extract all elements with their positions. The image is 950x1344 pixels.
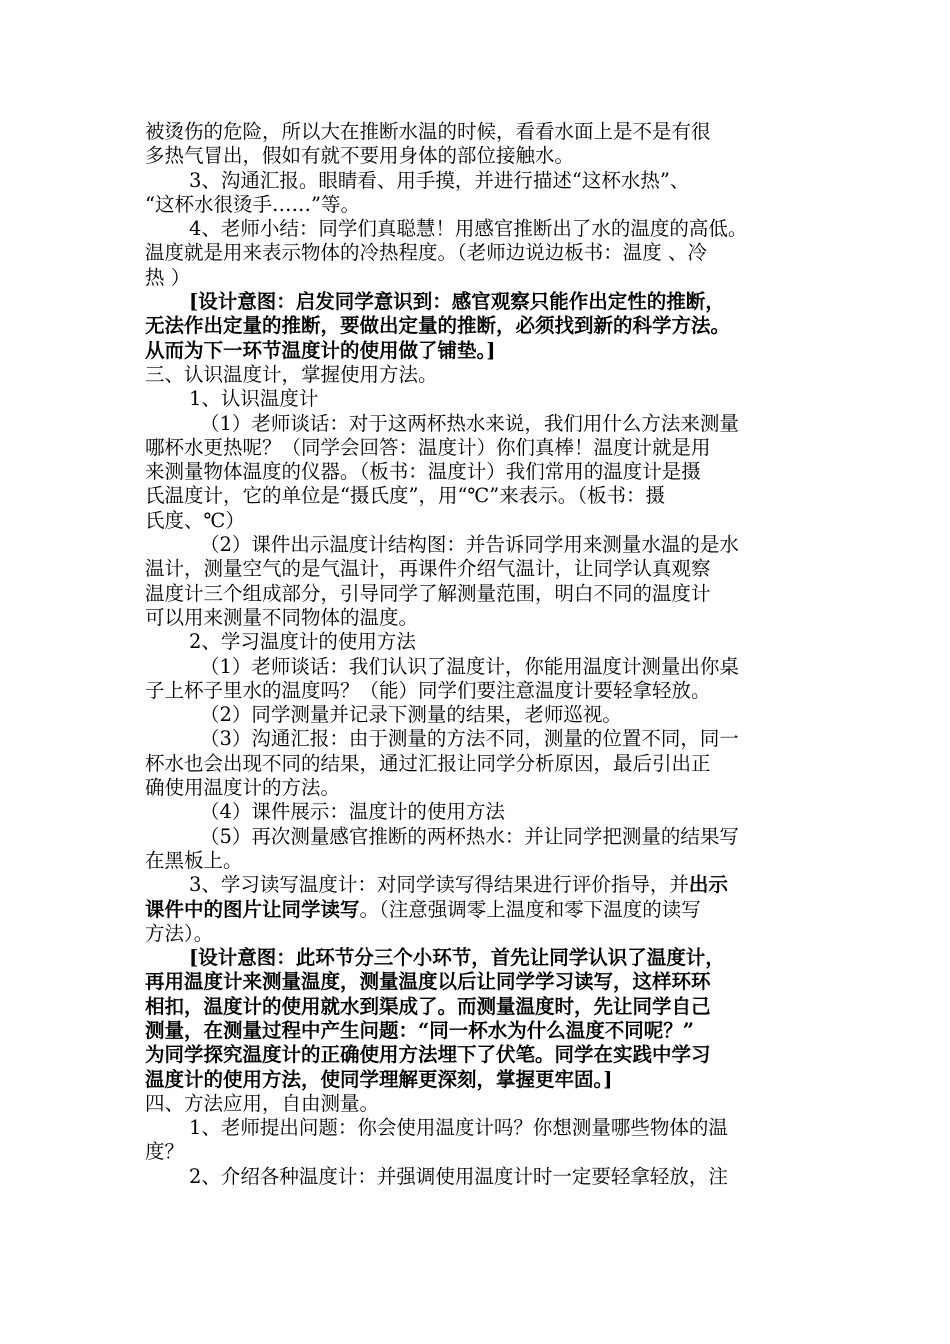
line-text: （1）老师谈话：对于这两杯热水来说，我们用什么方法来测量 (200, 411, 739, 435)
text-line (145, 800, 820, 824)
text-line (145, 995, 820, 1019)
text-line (145, 193, 820, 217)
text-line (145, 1092, 820, 1116)
line-text: 温计，测量空气的是气温计，再课件介绍气温计，让同学认真观察 (145, 557, 711, 581)
text-line (145, 970, 820, 994)
text-line (145, 339, 820, 363)
line-text: （5）再次测量感官推断的两杯热水：并让同学把测量的结果写 (200, 824, 739, 848)
text-line (145, 460, 820, 484)
text-line (145, 412, 820, 436)
line-text: 3、学习读写温度计：对同学读写得结果进行评价指导，并 (189, 873, 689, 897)
line-text: “这杯水很烫手……”等。 (145, 192, 360, 216)
text-line (145, 217, 820, 241)
line-text: 度？ (145, 1140, 185, 1164)
text-line (145, 946, 820, 970)
line-text: （2）同学测量并记录下测量的结果，老师巡视。 (200, 703, 622, 727)
line-text: 。（注意强调零上温度和零下温度的读写 (359, 897, 701, 921)
line-text: 确使用温度计的方法。 (145, 776, 341, 800)
text-line (145, 922, 820, 946)
text-line (145, 509, 820, 533)
text-line (145, 363, 820, 387)
line-text: 再用温度计来测量温度，测量温度以后让同学学习读写，这样环环 (145, 970, 711, 994)
line-text: 来测量物体温度的仪器。（板书：温度计）我们常用的温度计是摄 (145, 460, 701, 484)
text-line (145, 144, 820, 168)
text-line (145, 703, 820, 727)
line-text: 杯水也会出现不同的结果，通过汇报让同学分析原因，最后引出正 (145, 751, 711, 775)
line-text: 热 ） (145, 265, 191, 289)
text-line (145, 314, 820, 338)
text-line (145, 1140, 820, 1164)
line-text: 在黑板上。 (145, 848, 243, 872)
line-text: 相扣，温度计的使用就水到渠成了。而测量温度时，先让同学自己 (145, 994, 711, 1018)
line-text: 温度计三个组成部分，引导同学了解测量范围，明白不同的温度计 (145, 581, 711, 605)
line-text: 从而为下一环节温度计的使用做了铺垫。] (145, 338, 496, 362)
line-text: （3）沟通汇报：由于测量的方法不同，测量的位置不同，同一 (200, 727, 739, 751)
line-text: 氏度、℃） (145, 508, 245, 532)
text-line (145, 655, 820, 679)
text-line (145, 169, 820, 193)
line-text: 测量，在测量过程中产生问题：“同一杯水为什么温度不同呢？” (145, 1018, 694, 1042)
line-text: 可以用来测量不同物体的温度。 (145, 605, 419, 629)
text-line (145, 898, 820, 922)
text-line (145, 1019, 820, 1043)
text-line (145, 387, 820, 411)
text-line (145, 776, 820, 800)
text-line (145, 873, 820, 897)
line-text: 温度计的使用方法，使同学理解更深刻，掌握更牢固。] (145, 1067, 613, 1091)
text-line (145, 752, 820, 776)
text-line (145, 533, 820, 557)
text-line (145, 1116, 820, 1140)
line-text: 3、沟通汇报。眼睛看、用手摸，并进行描述“这杯水热”、 (189, 168, 690, 192)
line-text: 1、老师提出问题：你会使用温度计吗？你想测量哪些物体的温 (189, 1116, 728, 1140)
line-text: 1、认识温度计 (189, 387, 319, 411)
text-line (145, 679, 820, 703)
text-line (145, 849, 820, 873)
text-line (145, 1043, 820, 1067)
text-line (145, 120, 820, 144)
text-line (145, 727, 820, 751)
line-text: 无法作出定量的推断，要做出定量的推断，必须找到新的科学方法。 (145, 314, 731, 338)
text-line (145, 606, 820, 630)
line-text: 子上杯子里水的温度吗？（能）同学们要注意温度计要轻拿轻放。 (145, 678, 711, 702)
line-text: [设计意图：启发同学意识到：感官观察只能作出定性的推断， (189, 290, 725, 314)
line-text: 被烫伤的危险，所以大在推断水温的时候，看看水面上是不是有很 (145, 120, 711, 143)
text-line (145, 436, 820, 460)
text-line (145, 557, 820, 581)
text-line (145, 241, 820, 265)
line-text: 温度就是用来表示物体的冷热程度。（老师边说边板书：温度 、冷 (145, 241, 707, 265)
line-text: 为同学探究温度计的正确使用方法埋下了伏笔。同学在实践中学习 (145, 1043, 711, 1067)
line-text: 多热气冒出，假如有就不要用身体的部位接触水。 (145, 144, 575, 168)
line-text: （1）老师谈话：我们认识了温度计，你能用温度计测量出你桌 (200, 654, 739, 678)
text-line (145, 266, 820, 290)
text-line (145, 630, 820, 654)
line-text: 四、方法应用，自由测量。 (145, 1091, 380, 1115)
line-text: （2）课件出示温度计结构图：并告诉同学用来测量水温的是水 (200, 533, 739, 557)
line-text: 4、老师小结：同学们真聪慧！用感官推断出了水的温度的高低。 (189, 217, 748, 241)
line-text: 三、认识温度计，掌握使用方法。 (145, 362, 438, 386)
text-line (145, 290, 820, 314)
bold-segment: 出示 (688, 873, 728, 897)
line-text: 2、学习温度计的使用方法 (189, 630, 416, 654)
line-text: [设计意图：此环节分三个小环节，首先让同学认识了温度计， (189, 946, 725, 970)
text-line (145, 825, 820, 849)
line-text: （4）课件展示：温度计的使用方法 (200, 800, 505, 824)
line-text: 2、介绍各种温度计：并强调使用温度计时一定要轻拿轻放，注 (189, 1164, 728, 1188)
text-line (145, 1068, 820, 1092)
text-line (145, 484, 820, 508)
line-text: 哪杯水更热呢？（同学会回答：温度计）你们真棒！温度计就是用 (145, 435, 711, 459)
line-text: 氏温度计，它的单位是“摄氏度”，用“℃”来表示。（板书：摄 (145, 484, 665, 508)
text-line (145, 1165, 820, 1189)
line-text: 方法）。 (145, 921, 214, 945)
text-line (145, 582, 820, 606)
bold-segment: 课件中的图片让同学读写 (145, 897, 360, 921)
